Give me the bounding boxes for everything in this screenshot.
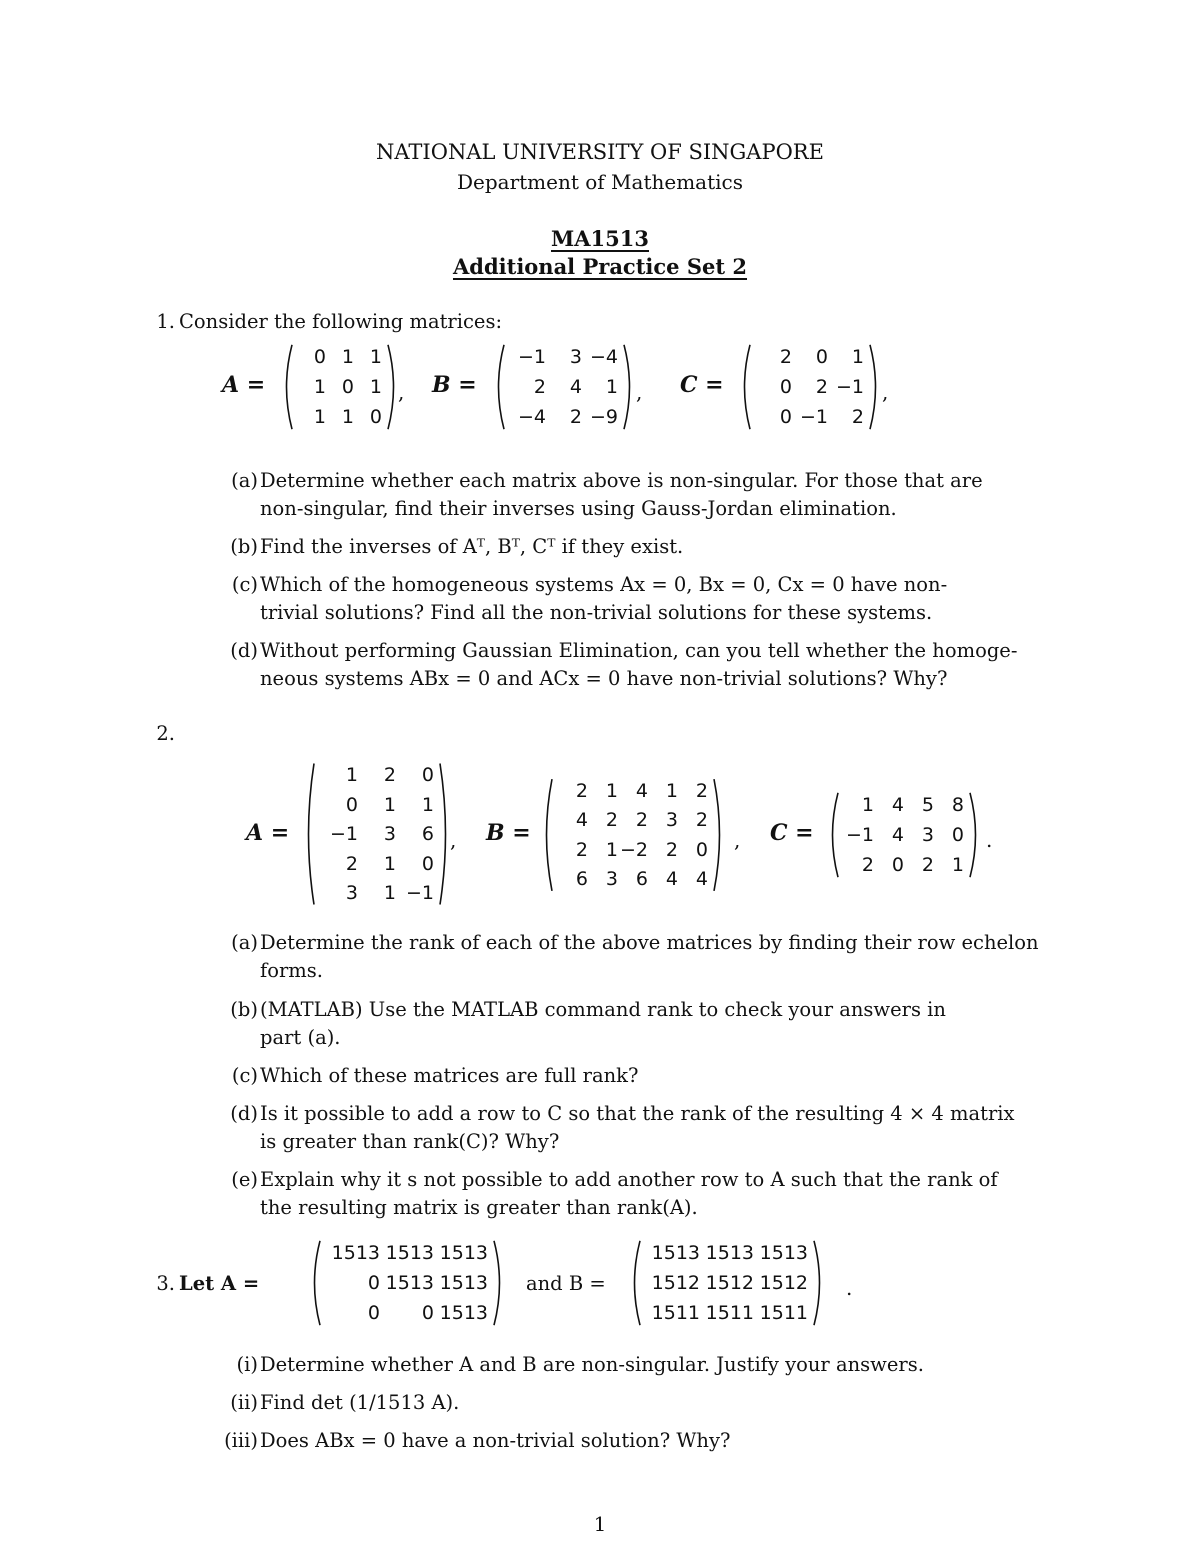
part-text-line1: Determine the rank of each of the above matrices by finding their row echelon xyxy=(260,931,1039,954)
matrix-entry: 4 xyxy=(695,867,708,890)
part-label: (iii) xyxy=(224,1429,258,1452)
matrix-entry: 0 xyxy=(369,406,382,428)
part-label: (b) xyxy=(230,535,258,558)
matrix-entry: −1 xyxy=(329,823,358,845)
part-text-line1: Find det (1/1513 A). xyxy=(260,1391,460,1414)
matrix-entry: 4 xyxy=(635,780,648,802)
matrix-entry: 1 xyxy=(951,854,964,876)
matrix-entry: 1 xyxy=(383,793,396,816)
part-text-line2: trivial solutions? Find all the non-trivial solutions for these systems. xyxy=(260,601,933,624)
matrix-entry: 2 xyxy=(695,809,708,832)
part-item xyxy=(216,533,1076,563)
matrix-grid xyxy=(752,344,868,430)
part-text-line1: Without performing Gaussian Elimination, can you tell whether the homoge- xyxy=(260,639,1018,662)
matrix-entry: 2 xyxy=(569,406,582,428)
q2-number-row xyxy=(135,720,195,750)
matrix-grid xyxy=(322,1240,492,1326)
matrix-entry: 0 xyxy=(341,376,354,398)
matrix-entry: 1 xyxy=(861,794,874,816)
q2-matrix-c xyxy=(826,792,982,878)
part-text-line1: Find the inverses of Aᵀ, Bᵀ, Cᵀ if they exist. xyxy=(260,535,684,558)
part-item xyxy=(216,929,1076,987)
matrix-entry: −2 xyxy=(619,838,648,861)
matrix-entry: 2 xyxy=(635,809,648,832)
matrix-entry: 4 xyxy=(891,794,904,816)
left-parenthesis xyxy=(628,1240,642,1326)
matrix-entry: 1513 xyxy=(705,1242,754,1264)
comma: , xyxy=(734,828,741,852)
matrix-entry: 3 xyxy=(605,867,618,890)
matrix-entry: 1 xyxy=(383,882,396,904)
part-item xyxy=(216,1351,1076,1381)
matrix-entry: 0 xyxy=(891,854,904,876)
part-item xyxy=(216,1427,1076,1457)
matrix-entry: 1512 xyxy=(651,1272,700,1294)
matrix-entry: 1513 xyxy=(439,1272,488,1294)
matrix-entry: 1 xyxy=(605,838,618,861)
matrix-entry: 4 xyxy=(575,809,588,832)
matrix-entry: 1511 xyxy=(651,1302,700,1324)
matrix-entry: −4 xyxy=(517,406,546,428)
matrix-entry: 1 xyxy=(341,346,354,368)
period: . xyxy=(986,828,993,852)
q1-a-label: A = xyxy=(222,372,266,398)
q2-matrix-b xyxy=(540,778,726,892)
matrix-entry: 0 xyxy=(421,852,434,875)
matrix-entry: 4 xyxy=(891,824,904,846)
q1-matrix-b xyxy=(492,344,636,430)
matrix-entry: 3 xyxy=(569,346,582,368)
matrix-entry: 3 xyxy=(383,823,396,845)
matrix-entry: 0 xyxy=(345,793,358,816)
part-item xyxy=(216,1062,1076,1092)
q1-c-label: C = xyxy=(680,372,724,398)
right-parenthesis xyxy=(868,344,882,430)
university-name: NATIONAL UNIVERSITY OF SINGAPORE xyxy=(376,140,824,164)
matrix-entry: 1513 xyxy=(439,1302,488,1324)
matrix-entry: 2 xyxy=(345,852,358,875)
course-code xyxy=(0,226,1200,251)
matrix-entry: 1 xyxy=(313,406,326,428)
q3-let-row xyxy=(135,1270,305,1300)
q2-number: 2. xyxy=(156,722,175,745)
matrix-entry: −1 xyxy=(405,882,434,904)
page-title xyxy=(0,254,1200,279)
matrix-entry: 1 xyxy=(605,376,618,398)
matrix-entry: 0 xyxy=(695,838,708,861)
matrix-entry: 1 xyxy=(345,764,358,786)
matrix-entry: 1511 xyxy=(759,1302,808,1324)
matrix-entry: 1 xyxy=(369,376,382,398)
matrix-entry: 1513 xyxy=(385,1242,434,1264)
left-parenthesis xyxy=(738,344,752,430)
matrix-entry: 0 xyxy=(367,1302,380,1324)
left-parenthesis xyxy=(308,1240,322,1326)
matrix-entry: 2 xyxy=(695,780,708,802)
matrix-entry: 4 xyxy=(569,376,582,398)
matrix-entry: 2 xyxy=(851,406,864,428)
matrix-entry: −1 xyxy=(517,346,546,368)
comma: , xyxy=(450,828,457,852)
q1-b-label: B = xyxy=(432,372,477,398)
matrix-entry: 0 xyxy=(367,1272,380,1294)
matrix-entry: 3 xyxy=(345,882,358,904)
part-text-line2: forms. xyxy=(260,959,323,982)
part-label: (a) xyxy=(231,931,258,954)
q1-matrix-c xyxy=(738,344,882,430)
q2-b-label: B = xyxy=(486,820,531,846)
matrix-entry: 1 xyxy=(665,780,678,802)
course-code-text: MA1513 xyxy=(551,226,649,251)
matrix-entry: 6 xyxy=(635,867,648,890)
right-parenthesis xyxy=(968,792,982,878)
right-parenthesis xyxy=(492,1240,506,1326)
comma: , xyxy=(398,380,405,404)
part-item xyxy=(216,1100,1076,1158)
right-parenthesis xyxy=(712,778,726,892)
q3-number: 3. xyxy=(156,1272,175,1295)
matrix-entry: −1 xyxy=(799,406,828,428)
right-parenthesis xyxy=(622,344,636,430)
part-text-line1: Which of the homogeneous systems Ax = 0, Bx = 0, Cx = 0 have non- xyxy=(260,573,948,596)
part-text-line1: Determine whether A and B are non-singular. Justify your answers. xyxy=(260,1353,924,1376)
matrix-entry: 1513 xyxy=(331,1242,380,1264)
matrix-entry: 0 xyxy=(421,764,434,786)
q3-matrix-b xyxy=(628,1240,826,1326)
part-text-line2: the resulting matrix is greater than rank(A). xyxy=(260,1196,698,1219)
left-parenthesis xyxy=(280,344,294,430)
matrix-entry: 1513 xyxy=(759,1242,808,1264)
matrix-entry: 5 xyxy=(921,794,934,816)
matrix-grid xyxy=(642,1240,812,1326)
part-text-line1: Explain why it s not possible to add another row to A such that the rank of xyxy=(260,1168,998,1191)
page-title-text: Additional Practice Set 2 xyxy=(452,254,748,279)
matrix-entry: 4 xyxy=(665,867,678,890)
matrix-entry: 1 xyxy=(605,780,618,802)
q1-matrix-a xyxy=(280,344,400,430)
part-item xyxy=(216,637,1076,695)
part-label: (ii) xyxy=(230,1391,258,1414)
matrix-entry: 0 xyxy=(815,346,828,368)
matrix-entry: 2 xyxy=(921,854,934,876)
part-item xyxy=(216,1389,1076,1419)
matrix-entry: −1 xyxy=(845,824,874,846)
matrix-entry: 2 xyxy=(861,854,874,876)
q2-matrix-a xyxy=(302,762,452,906)
part-label: (c) xyxy=(231,573,258,596)
q3-matrix-a xyxy=(308,1240,506,1326)
matrix-entry: 1 xyxy=(851,346,864,368)
matrix-entry: 2 xyxy=(575,838,588,861)
matrix-grid xyxy=(840,792,968,878)
left-parenthesis xyxy=(302,762,316,906)
matrix-entry: 0 xyxy=(779,406,792,428)
matrix-entry: 0 xyxy=(421,1302,434,1324)
matrix-entry: −4 xyxy=(589,346,618,368)
matrix-entry: 2 xyxy=(605,809,618,832)
matrix-grid xyxy=(506,344,622,430)
part-label: (a) xyxy=(231,469,258,492)
q1-intro xyxy=(135,308,1035,338)
left-parenthesis xyxy=(492,344,506,430)
part-text-line2: non-singular, find their inverses using Gauss-Jordan elimination. xyxy=(260,497,897,520)
part-text-line1: Which of these matrices are full rank? xyxy=(260,1064,639,1087)
matrix-entry: 6 xyxy=(575,867,588,890)
part-item xyxy=(216,467,1076,525)
right-parenthesis xyxy=(812,1240,826,1326)
matrix-entry: 2 xyxy=(383,764,396,786)
left-parenthesis xyxy=(826,792,840,878)
matrix-entry: 1 xyxy=(369,346,382,368)
part-text-line1: Does ABx = 0 have a non-trivial solution? Why? xyxy=(260,1429,731,1452)
part-text-line1: Is it possible to add a row to C so that the rank of the resulting 4 × 4 matrix xyxy=(260,1102,1015,1125)
matrix-entry: 1513 xyxy=(651,1242,700,1264)
matrix-entry: 1512 xyxy=(759,1272,808,1294)
matrix-grid xyxy=(554,778,712,892)
q3-and-b-text: and B = xyxy=(526,1272,606,1295)
part-text-line2: is greater than rank(C)? Why? xyxy=(260,1130,560,1153)
matrix-entry: 0 xyxy=(951,824,964,846)
matrix-entry: 1 xyxy=(313,376,326,398)
matrix-entry: 2 xyxy=(779,346,792,368)
q1-intro-text: Consider the following matrices: xyxy=(179,310,503,333)
part-text-line1: Determine whether each matrix above is non-singular. For those that are xyxy=(260,469,983,492)
matrix-entry: 1511 xyxy=(705,1302,754,1324)
q3-let-a: Let A = xyxy=(179,1272,260,1295)
part-item xyxy=(216,1166,1076,1224)
part-label: (d) xyxy=(230,1102,258,1125)
matrix-entry: −1 xyxy=(835,376,864,398)
matrix-entry: 1513 xyxy=(439,1242,488,1264)
matrix-entry: 2 xyxy=(533,376,546,398)
matrix-grid xyxy=(316,762,438,906)
part-item xyxy=(216,996,1076,1054)
part-item xyxy=(216,571,1076,629)
matrix-entry: 1 xyxy=(383,852,396,875)
part-text-line1: (MATLAB) Use the MATLAB command rank to check your answers in xyxy=(260,998,946,1021)
q1-number: 1. xyxy=(156,310,175,333)
part-label: (c) xyxy=(231,1064,258,1087)
matrix-entry: 2 xyxy=(665,838,678,861)
matrix-entry: 8 xyxy=(951,794,964,816)
comma: , xyxy=(636,380,643,404)
part-label: (d) xyxy=(230,639,258,662)
matrix-entry: 3 xyxy=(665,809,678,832)
matrix-entry: 3 xyxy=(921,824,934,846)
part-text-line2: neous systems ABx = 0 and ACx = 0 have non-trivial solutions? Why? xyxy=(260,667,948,690)
matrix-entry: 2 xyxy=(575,780,588,802)
department-name: Department of Mathematics xyxy=(456,170,743,194)
matrix-grid xyxy=(294,344,386,430)
page-number: 1 xyxy=(593,1512,607,1536)
matrix-entry: 1512 xyxy=(705,1272,754,1294)
comma: , xyxy=(882,380,889,404)
matrix-entry: 6 xyxy=(421,823,434,845)
part-label: (b) xyxy=(230,998,258,1021)
matrix-entry: 1 xyxy=(341,406,354,428)
matrix-entry: −9 xyxy=(589,406,618,428)
q2-a-label: A = xyxy=(246,820,290,846)
matrix-entry: 2 xyxy=(815,376,828,398)
matrix-entry: 1513 xyxy=(385,1272,434,1294)
left-parenthesis xyxy=(540,778,554,892)
q2-c-label: C = xyxy=(770,820,814,846)
part-text-line2: part (a). xyxy=(260,1026,341,1049)
matrix-entry: 0 xyxy=(779,376,792,398)
part-label: (i) xyxy=(236,1353,258,1376)
period: . xyxy=(846,1276,853,1300)
matrix-entry: 0 xyxy=(313,346,326,368)
part-label: (e) xyxy=(231,1168,258,1191)
matrix-entry: 1 xyxy=(421,793,434,816)
